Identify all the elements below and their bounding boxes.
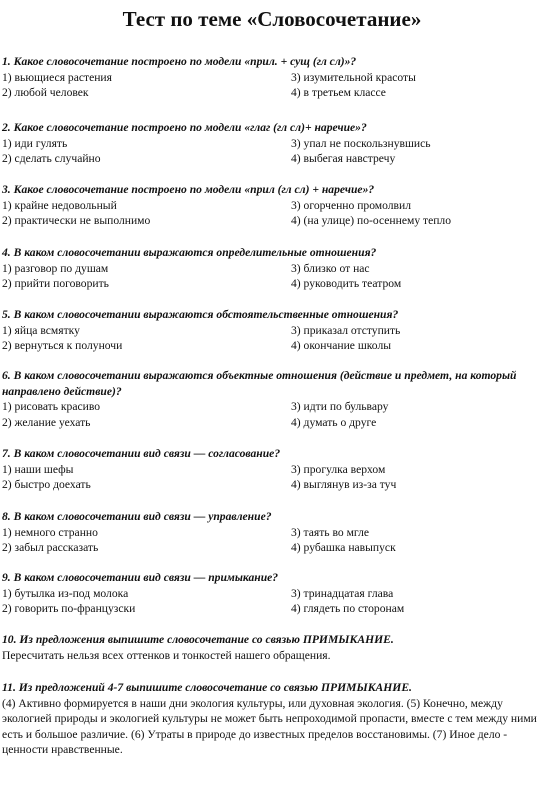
option: 3) таять во мгле	[291, 525, 370, 539]
question-text: 4. В каком словосочетании выражаются определительные отношения?	[2, 246, 377, 259]
option: 4) думать о друге	[291, 415, 377, 429]
option: 1) бутылка из-под молока	[2, 586, 129, 600]
task-passage: (4) Активно формируется в наши дни экология культуры, или духовная экология. (5) Конечно, между экологией природы и экологией культуры не может быть непроходимой пропасти, вместе с тем между ними есть и большое различие. (6) Утраты в природе до известных пределов восстановимы. (7) Иное дело - ценности нравственные.	[2, 696, 537, 756]
option: 4) окончание школы	[291, 339, 392, 352]
option: 3) упал не поскользнувшись	[291, 136, 431, 150]
option: 2) любой человек	[2, 86, 89, 99]
option: 2) практически не выполнимо	[2, 214, 151, 227]
option: 1) иди гулять	[2, 136, 68, 150]
option: 1) вьющиеся растения	[2, 70, 112, 84]
option: 4) в третьем классе	[291, 86, 386, 99]
option: 2) говорить по-французски	[2, 602, 136, 615]
task-sentence: Пересчитать нельзя всех оттенков и тонкостей нашего обращения.	[2, 648, 331, 662]
option: 2) быстро доехать	[2, 478, 91, 491]
task-heading: 11. Из предложений 4-7 выпишите словосочетание со связью ПРИМЫКАНИЕ.	[2, 681, 412, 694]
question-2	[2, 120, 540, 167]
option: 2) забыл рассказать	[2, 541, 99, 554]
question-text: 1. Какое словосочетание построено по модели «прил. + сущ (гл сл)»?	[2, 55, 357, 68]
option: 1) яйца всмятку	[2, 323, 80, 337]
task-10	[2, 632, 540, 663]
task-11	[2, 680, 540, 758]
option: 3) приказал отступить	[291, 323, 401, 337]
option: 4) (на улице) по-осеннему тепло	[291, 214, 452, 227]
question-text: 5. В каком словосочетании выражаются обстоятельственные отношения?	[2, 308, 399, 321]
option: 4) глядеть по сторонам	[291, 602, 405, 615]
option: 3) идти по бульвару	[291, 400, 389, 413]
question-text: 7. В каком словосочетании вид связи — согласование?	[2, 447, 281, 460]
option: 3) прогулка верхом	[291, 462, 386, 476]
option: 3) огорченно промолвил	[291, 198, 412, 212]
option: 1) разговор по душам	[2, 261, 109, 275]
question-text: 6. В каком словосочетании выражаются объектные отношения (действие и предмет, на который направлено действие)?	[2, 369, 517, 398]
question-3	[2, 182, 540, 229]
option: 2) сделать случайно	[2, 152, 101, 165]
option: 1) крайне недовольный	[2, 198, 117, 212]
option: 1) немного странно	[2, 525, 98, 539]
option: 3) близко от нас	[291, 261, 370, 275]
option: 1) наши шефы	[2, 462, 74, 476]
question-text: 8. В каком словосочетании вид связи — управление?	[2, 510, 272, 523]
page-title: Тест по теме «Словосочетание»	[122, 7, 422, 31]
option: 3) изумительной красоты	[291, 70, 416, 84]
question-9	[2, 570, 540, 617]
option: 2) желание уехать	[2, 415, 91, 429]
option: 2) прийти поговорить	[2, 277, 109, 290]
task-heading: 10. Из предложения выпишите словосочетание со связью ПРИМЫКАНИЕ.	[2, 633, 394, 646]
option: 4) рубашка навыпуск	[291, 541, 396, 554]
question-7	[2, 446, 540, 493]
question-4	[2, 245, 540, 292]
option: 4) руководить театром	[291, 277, 402, 290]
question-text: 9. В каком словосочетании вид связи — примыкание?	[2, 571, 279, 584]
option: 4) выбегая навстречу	[291, 152, 396, 165]
option: 3) тринадцатая глава	[291, 586, 394, 600]
question-text: 3. Какое словосочетание построено по модели «прил (гл сл) + наречие»?	[2, 183, 375, 196]
question-8	[2, 509, 540, 556]
option: 2) вернуться к полуночи	[2, 339, 123, 352]
question-5	[2, 307, 540, 354]
option: 4) выглянув из-за туч	[291, 478, 397, 491]
option: 1) рисовать красиво	[2, 400, 101, 413]
question-1	[2, 54, 540, 101]
question-text: 2. Какое словосочетание построено по модели «глаг (гл сл)+ наречие»?	[2, 121, 367, 134]
question-6	[2, 368, 540, 430]
